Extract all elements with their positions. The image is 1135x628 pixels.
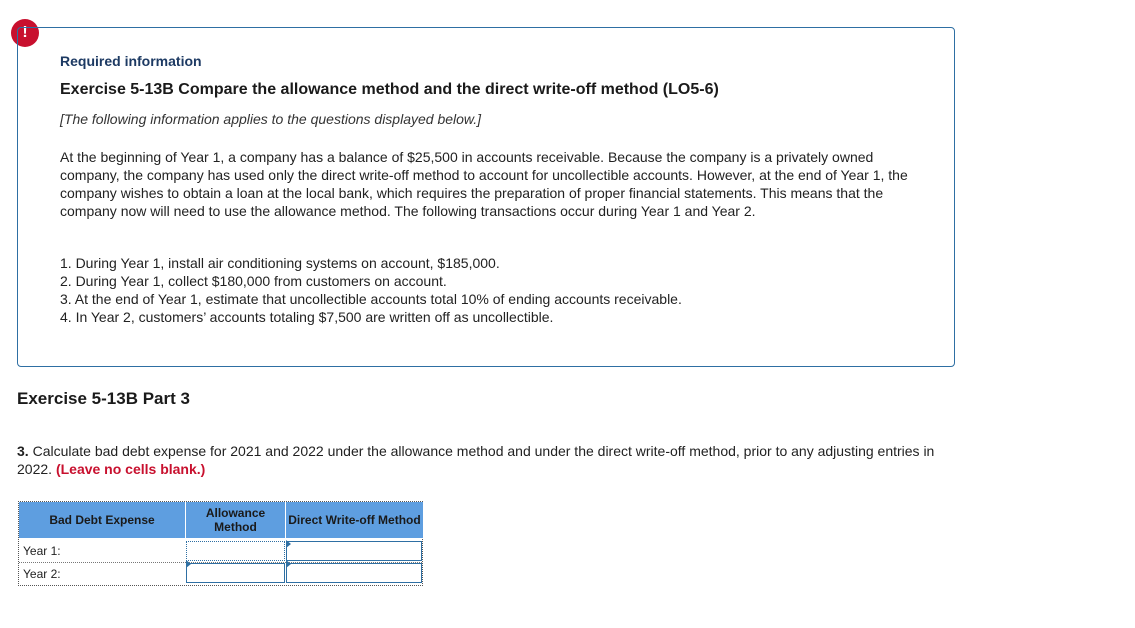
question-body: Calculate bad debt expense for 2021 and 2022 under the allowance method and under the direct write-off method, prior to any adjusting entries in 2022.: [17, 443, 935, 477]
required-information-title: Required information: [60, 53, 202, 69]
list-item: 3. At the end of Year 1, estimate that uncollectible accounts total 10% of ending accounts receivable.: [60, 291, 682, 307]
exercise-title: Exercise 5-13B Compare the allowance method and the direct write-off method (LO5-6): [60, 81, 719, 98]
row-label-year-2: Year 2:: [23, 567, 61, 581]
cell-marker-icon: [286, 540, 291, 548]
table-header-allowance: Allowance Method: [186, 502, 285, 538]
transaction-list: [60, 254, 920, 326]
list-item: 4. In Year 2, customers’ accounts totaling $7,500 are written off as uncollectible.: [60, 309, 554, 325]
list-item: 2. During Year 1, collect $180,000 from customers on account.: [60, 273, 447, 289]
alert-icon: !: [11, 19, 39, 47]
table-header-label: Bad Debt Expense: [19, 502, 185, 538]
year-1-direct-write-off-input[interactable]: [286, 541, 422, 561]
year-2-allowance-input[interactable]: [186, 563, 285, 583]
question-text: [17, 442, 947, 478]
part-title: Exercise 5-13B Part 3: [17, 389, 190, 408]
row-label-year-1: Year 1:: [23, 544, 61, 558]
problem-paragraph: At the beginning of Year 1, a company has a balance of $25,500 in accounts receivable. Because the company is a privately owned company, the company has used only the direct write-off method to account for uncollectible accounts. However, at the end of Year 1, the company wishes to obtain a loan at the local bank, which requires the preparation of proper financial statements. This means that the company now will need to use the allowance method. The following transactions occur during Year 1 and Year 2.: [60, 149, 908, 219]
question-hint: (Leave no cells blank.): [55, 461, 206, 477]
info-note: [The following information applies to the questions displayed below.]: [60, 111, 482, 127]
question-number: 3.: [17, 443, 29, 459]
year-1-allowance-input[interactable]: [186, 541, 285, 561]
bad-debt-expense-table: [18, 501, 423, 586]
list-item: 1. During Year 1, install air conditioning systems on account, $185,000.: [60, 255, 500, 271]
cell-marker-icon: [186, 560, 191, 568]
year-2-direct-write-off-input[interactable]: [286, 563, 422, 583]
table-header-direct-write-off: Direct Write-off Method: [286, 502, 423, 538]
cell-marker-icon: [286, 560, 291, 568]
